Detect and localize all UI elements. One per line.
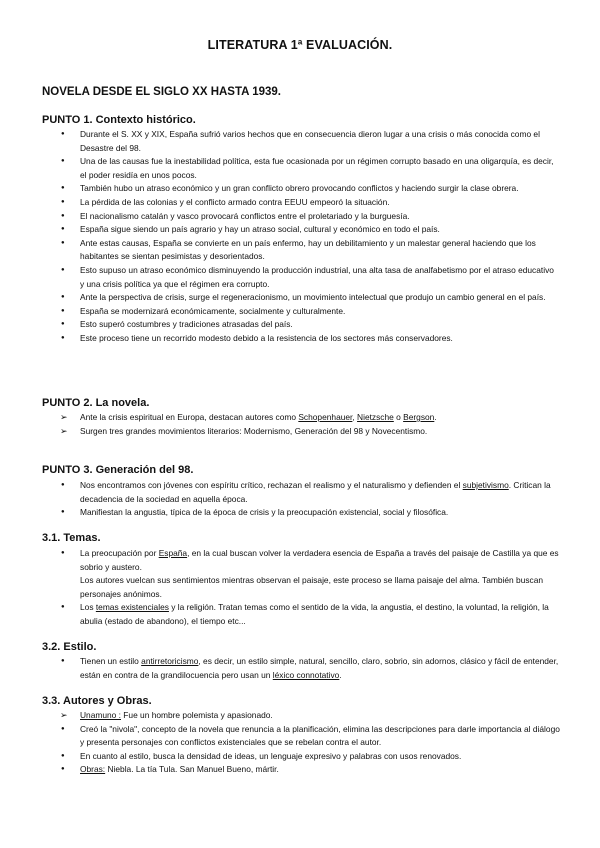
list-item: [60, 763, 560, 777]
list-item: [60, 709, 560, 723]
item-text: Fue un hombre polemista y apasionado.: [120, 710, 273, 720]
list-item: ● Ante estas causas, España se convierte en un país enfermo, hay un debilitamiento y un malestar general haciendo que los habitantes se sientan pesimistas y desorientados.: [60, 237, 560, 264]
item-text: Ante la crisis espiritual en Europa, destacan autores como: [80, 412, 299, 422]
list-item: ➢ Surgen tres grandes movimientos literarios: Modernismo, Generación del 98 y Novecentismo.: [60, 425, 560, 439]
document-title: LITERATURA 1ª EVALUACIÓN.: [207, 38, 393, 52]
list-item: ● Esto superó costumbres y tradiciones atrasadas del país.: [60, 318, 560, 332]
underlined-term: antirretoricismo: [141, 656, 199, 666]
list-item: ● Una de las causas fue la inestabilidad política, esta fue ocasionada por un régimen corrupto basado en una oligarquía, es decir, el poder residía en unos pocos.: [60, 155, 560, 182]
list-item: [60, 547, 560, 601]
author-link: Schopenhauer: [298, 412, 353, 422]
item-text: Niebla. La tía Tula. San Manuel Bueno, mártir.: [105, 764, 279, 775]
list-item: ● También hubo un atraso económico y un gran conflicto obrero provocando conflictos y haciendo surgir la clase obrera.: [60, 182, 560, 196]
item-text: , es decir, un estilo simple, natural, sencillo, claro, sobrio, sin adornos, clásico y fácil de entender, están en contra de la grandilocuencia pero usan un: [80, 656, 559, 680]
list-item: [60, 655, 560, 682]
temas-heading: 3.1. Temas.: [42, 532, 101, 544]
item-paragraph: Los autores vuelcan sus sentimientos mientras observan el paisaje, este proceso se llama paisaje del alma. También buscan personajes anónimos.: [80, 575, 544, 599]
underlined-term: léxico connotativo: [272, 669, 340, 680]
list-item: ● La pérdida de las colonias y el conflicto armado contra EEUU empeoró la situación.: [60, 196, 560, 210]
item-text: Tienen un estilo: [80, 656, 142, 666]
item-text: o: [393, 412, 404, 422]
item-text: Nos encontramos con jóvenes con espíritu crítico, rechazan el realismo y el naturalismo y defienden el: [80, 480, 463, 490]
underlined-term: España: [158, 548, 188, 558]
punto2-heading: PUNTO 2. La novela.: [42, 397, 150, 409]
punto1-heading: PUNTO 1. Contexto histórico.: [42, 114, 196, 126]
item-text: ,: [352, 412, 358, 422]
list-item: [60, 601, 560, 628]
autores-list: [60, 709, 560, 777]
underlined-term: subjetivismo: [462, 480, 509, 490]
list-item: ● En cuanto al estilo, busca la densidad de ideas, un lenguaje expresivo y palabras con usos renovados.: [60, 750, 560, 764]
list-item: ● Ante la perspectiva de crisis, surge el regeneracionismo, un movimiento intelectual que produjo un cambio general en el país.: [60, 291, 560, 305]
punto3-heading: PUNTO 3. Generación del 98.: [42, 464, 194, 476]
list-item: ● Manifiestan la angustia, típica de la época de crisis y la preocupación existencial, social y filosófica.: [60, 506, 560, 520]
section-heading-novela: NOVELA DESDE EL SIGLO XX HASTA 1939.: [42, 86, 282, 98]
item-text: Los: [80, 602, 96, 613]
list-item: ● España se modernizará económicamente, socialmente y culturalmente.: [60, 305, 560, 319]
item-text: y la religión. Tratan temas como el sentido de la vida, la angustia, el destino, la voluntad, la religión, la abulia (estado de abandono), el tiempo etc...: [80, 602, 549, 626]
item-text: .: [339, 669, 342, 680]
estilo-heading: 3.2. Estilo.: [42, 641, 97, 653]
underlined-term: temas existenciales: [95, 602, 169, 613]
author-link: Nietzsche: [357, 412, 394, 422]
temas-list: [60, 547, 560, 629]
list-item: [60, 411, 560, 425]
list-item: ● El nacionalismo catalán y vasco provocará conflictos entre el proletariado y la burguesía.: [60, 210, 560, 224]
autores-heading: 3.3. Autores y Obras.: [42, 695, 152, 707]
estilo-list: [60, 655, 560, 682]
list-item: ● Durante el S. XX y XIX, España sufrió varios hechos que en consecuencia dieron lugar a una crisis o más conocida como el Desastre del 98.: [60, 128, 560, 155]
punto3-list: [60, 479, 560, 520]
punto1-list: [60, 128, 560, 346]
underlined-term: Obras:: [80, 764, 106, 775]
item-text: . Critican la decadencia de la sociedad en aquella época.: [80, 480, 551, 504]
list-item: [60, 479, 560, 506]
list-item: ● España sigue siendo un país agrario y hay un atraso social, cultural y económico en todo el país.: [60, 223, 560, 237]
item-text: La preocupación por: [80, 548, 159, 558]
item-text: , en la cual buscan volver la verdadera esencia de España a través del paisaje de Castilla ya que es sobrio y austero.: [80, 548, 559, 572]
underlined-term: Unamuno :: [80, 710, 121, 720]
item-text: .: [434, 412, 437, 422]
list-item: ● Este proceso tiene un recorrido modesto debido a la resistencia de los sectores más conservadores.: [60, 332, 560, 346]
list-item: ● Creó la "nivola", concepto de la novela que renuncia a la planificación, elimina las descripciones para darle importancia al diálogo y presenta personajes con conflictos existenciales que se rebelan contra el autor.: [60, 723, 560, 750]
punto2-list: [60, 411, 560, 438]
author-link: Bergson: [403, 412, 435, 422]
list-item: ● Esto supuso un atraso económico disminuyendo la producción industrial, una alta tasa de analfabetismo por el atraso educativo y una crisis política ya que el régimen era corrupto.: [60, 264, 560, 291]
